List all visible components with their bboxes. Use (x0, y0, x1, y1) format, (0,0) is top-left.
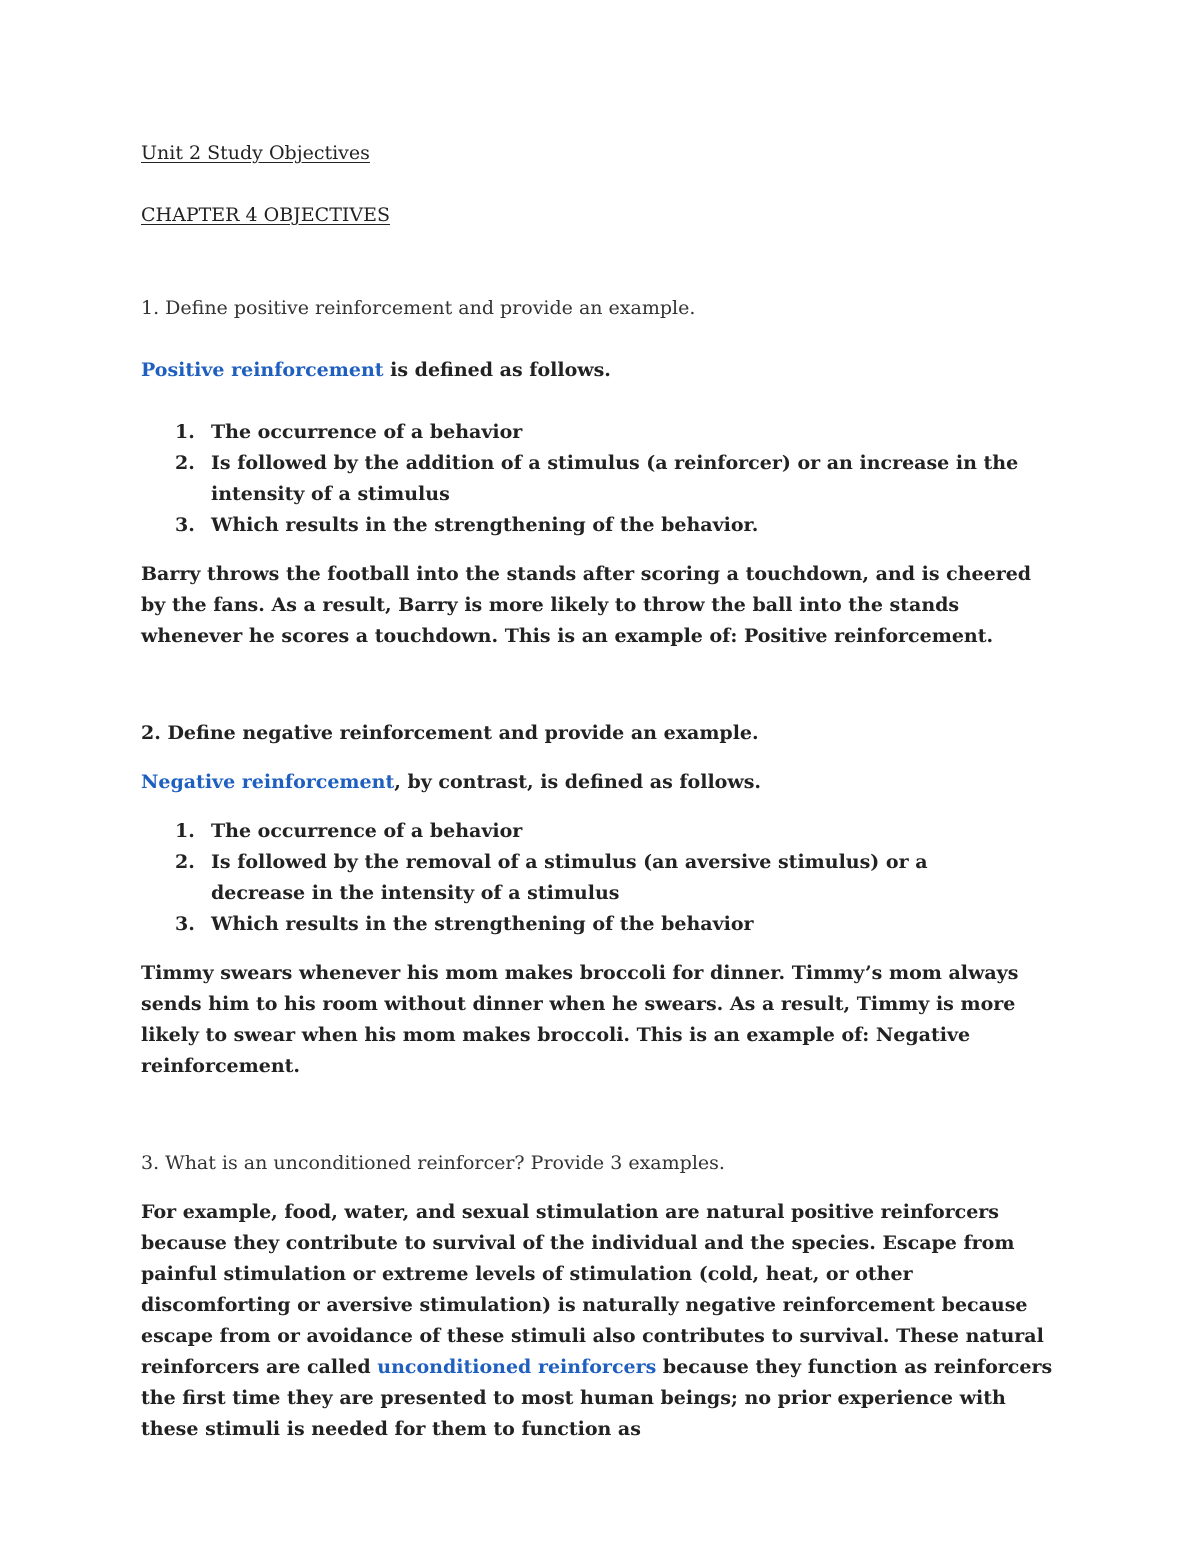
q2-definition-list (141, 816, 1061, 940)
question-1: 1. Define positive reinforcement and provide an example. (141, 297, 696, 319)
list-item: 3. Which results in the strengthening of the behavior (175, 913, 754, 935)
list-item: 2. Is followed by the addition of a stimulus (a reinforcer) or an increase in the intensity of a stimulus (175, 452, 1019, 505)
document-title: Unit 2 Study Objectives (141, 142, 370, 164)
q1-example: Barry throws the football into the stands after scoring a touchdown, and is cheered by the fans. As a result, Barry is more likely to throw the ball into the stands whenever he scores a touchdown. This is an example of: Positive reinforcement. (141, 563, 1032, 647)
chapter-heading: CHAPTER 4 OBJECTIVES (141, 204, 390, 226)
q2-term: Negative reinforcement (141, 771, 395, 793)
q1-term: Positive reinforcement (141, 359, 384, 381)
list-item: 1. The occurrence of a behavior (175, 421, 523, 443)
q1-definition-lead (141, 355, 1061, 386)
q2-lead-rest: , by contrast, is defined as follows. (394, 771, 762, 793)
q3-term: unconditioned reinforcers (377, 1356, 657, 1378)
list-item: 1. The occurrence of a behavior (175, 820, 523, 842)
q2-definition-lead (141, 767, 1061, 798)
q1-definition-list (141, 417, 1061, 541)
list-item: 3. Which results in the strengthening of the behavior. (175, 514, 759, 536)
question-2: 2. Define negative reinforcement and provide an example. (141, 722, 759, 744)
document-page (141, 138, 1061, 1445)
q1-lead-rest: is defined as follows. (383, 359, 611, 381)
question-3: 3. What is an unconditioned reinforcer? Provide 3 examples. (141, 1152, 725, 1174)
list-item: 2. Is followed by the removal of a stimulus (an aversive stimulus) or a decrease in the intensity of a stimulus (175, 851, 928, 904)
q2-example: Timmy swears whenever his mom makes broccoli for dinner. Timmy’s mom always sends him to his room without dinner when he swears. As a result, Timmy is more likely to swear when his mom makes broccoli. This is an example of: Negative reinforcement. (141, 962, 1019, 1077)
q3-paragraph: For example, food, water, and sexual stimulation are natural positive reinforcers because they contribute to survival of the individual and the species. Escape from painful stimulation or extreme levels of stimulation (cold, heat, or other discomforting or aversive stimulation) is naturally negative reinforcement because escape from or avoidance of these stimuli also contributes to survival. These natural reinforcers are called unconditioned reinforcers because they function as reinforcers the first time they are presented to most human beings; no prior experience with these stimuli is needed for them to function as (141, 1201, 1053, 1440)
